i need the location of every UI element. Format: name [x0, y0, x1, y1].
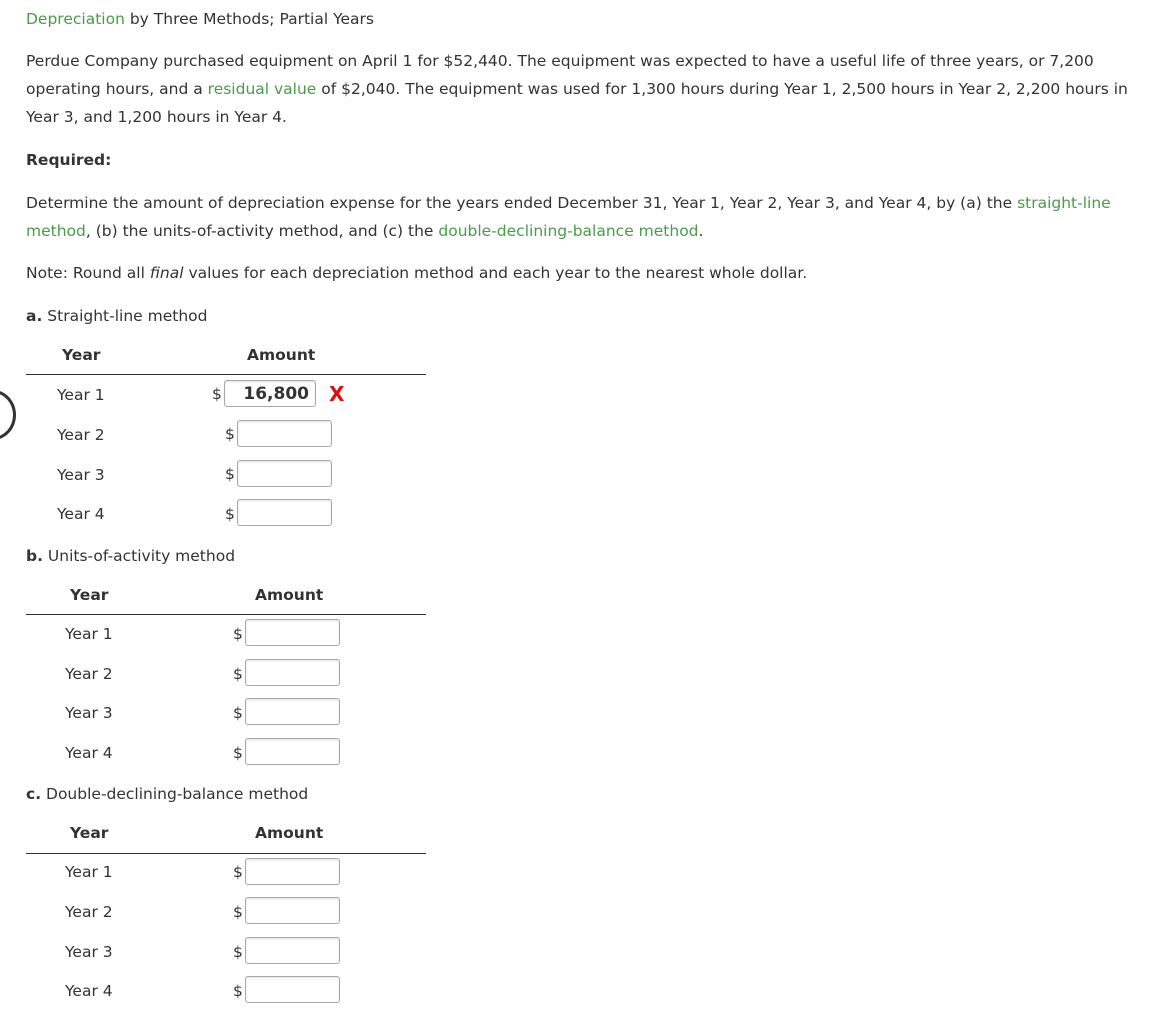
ddb-year-3-input[interactable] — [245, 937, 340, 964]
dollar-sign: $ — [233, 903, 243, 921]
dollar-sign: $ — [212, 385, 222, 403]
dollar-sign: $ — [225, 465, 235, 483]
dollar-sign: $ — [233, 625, 243, 643]
units-year-3-input[interactable] — [245, 698, 340, 725]
units-year-1-input[interactable] — [245, 619, 340, 646]
section-a-row-4-year: Year 4 — [57, 505, 105, 523]
section-c-header-divider — [26, 853, 426, 854]
section-a-row-3-year: Year 3 — [57, 466, 105, 484]
residual-value-link[interactable]: residual value — [207, 80, 317, 98]
problem-statement: Perdue Company purchased equipment on April 1 for $52,440. The equipment was expected to have a useful life of three years, or 7,200 operating hours, and a residual value of $2,040. The equipment was used for 1,300 hours during Year 1, 2,500 hours in Year 2, 2,200 hours in Year 3, and 1,200 hours in Year 4. — [26, 52, 1128, 126]
section-b-amount-header: Amount — [255, 586, 324, 604]
section-a-row-2-year: Year 2 — [57, 426, 105, 444]
radio-circle-partial — [0, 390, 16, 440]
required-label: Required: — [26, 151, 112, 169]
instructions: Determine the amount of depreciation expense for the years ended December 31, Year 1, Year 2, Year 3, and Year 4, by (a) the straight-line method, (b) the units-of-activity method, and (c) the double-declining-balance method. — [26, 194, 1111, 240]
straight-line-year-4-input[interactable] — [237, 499, 332, 526]
page-title: Depreciation by Three Methods; Partial Years — [26, 10, 374, 28]
section-a-label: a. Straight-line method — [26, 307, 208, 325]
ddb-year-2-input[interactable] — [245, 897, 340, 924]
dollar-sign: $ — [233, 863, 243, 881]
section-b-year-header: Year — [70, 586, 109, 604]
dollar-sign: $ — [225, 505, 235, 523]
section-c-row-4-year: Year 4 — [65, 982, 113, 1000]
dollar-sign: $ — [233, 982, 243, 1000]
section-b-row-3-year: Year 3 — [65, 704, 113, 722]
double-declining-balance-link[interactable]: double-declining-balance method — [438, 222, 699, 240]
incorrect-x-icon: X — [329, 382, 345, 406]
straight-line-year-1-input[interactable]: 16,800 — [224, 380, 316, 407]
dollar-sign: $ — [233, 665, 243, 683]
section-b-header-divider — [26, 614, 426, 615]
dollar-sign: $ — [233, 943, 243, 961]
ddb-year-1-input[interactable] — [245, 858, 340, 885]
section-a-amount-header: Amount — [247, 346, 316, 364]
section-b-row-2-year: Year 2 — [65, 665, 113, 683]
section-b-row-1-year: Year 1 — [65, 625, 113, 643]
section-a-row-1-year: Year 1 — [57, 386, 105, 404]
rounding-note: Note: Round all final values for each depreciation method and each year to the nearest whole dollar. — [26, 264, 808, 282]
depreciation-link[interactable]: Depreciation — [26, 10, 125, 28]
section-c-row-1-year: Year 1 — [65, 863, 113, 881]
units-year-4-input[interactable] — [245, 738, 340, 765]
section-c-label: c. Double-declining-balance method — [26, 785, 309, 803]
dollar-sign: $ — [233, 744, 243, 762]
straight-line-year-2-input[interactable] — [237, 420, 332, 447]
straight-line-method-link[interactable]: straight-line method — [26, 194, 1111, 240]
straight-line-year-3-input[interactable] — [237, 460, 332, 487]
units-year-2-input[interactable] — [245, 659, 340, 686]
section-c-row-3-year: Year 3 — [65, 943, 113, 961]
section-c-amount-header: Amount — [255, 824, 324, 842]
ddb-year-4-input[interactable] — [245, 976, 340, 1003]
dollar-sign: $ — [225, 425, 235, 443]
section-c-row-2-year: Year 2 — [65, 903, 113, 921]
section-b-label: b. Units-of-activity method — [26, 547, 236, 565]
dollar-sign: $ — [233, 704, 243, 722]
section-a-header-divider — [26, 374, 426, 375]
section-b-row-4-year: Year 4 — [65, 744, 113, 762]
section-a-year-header: Year — [62, 346, 101, 364]
section-c-year-header: Year — [70, 824, 109, 842]
